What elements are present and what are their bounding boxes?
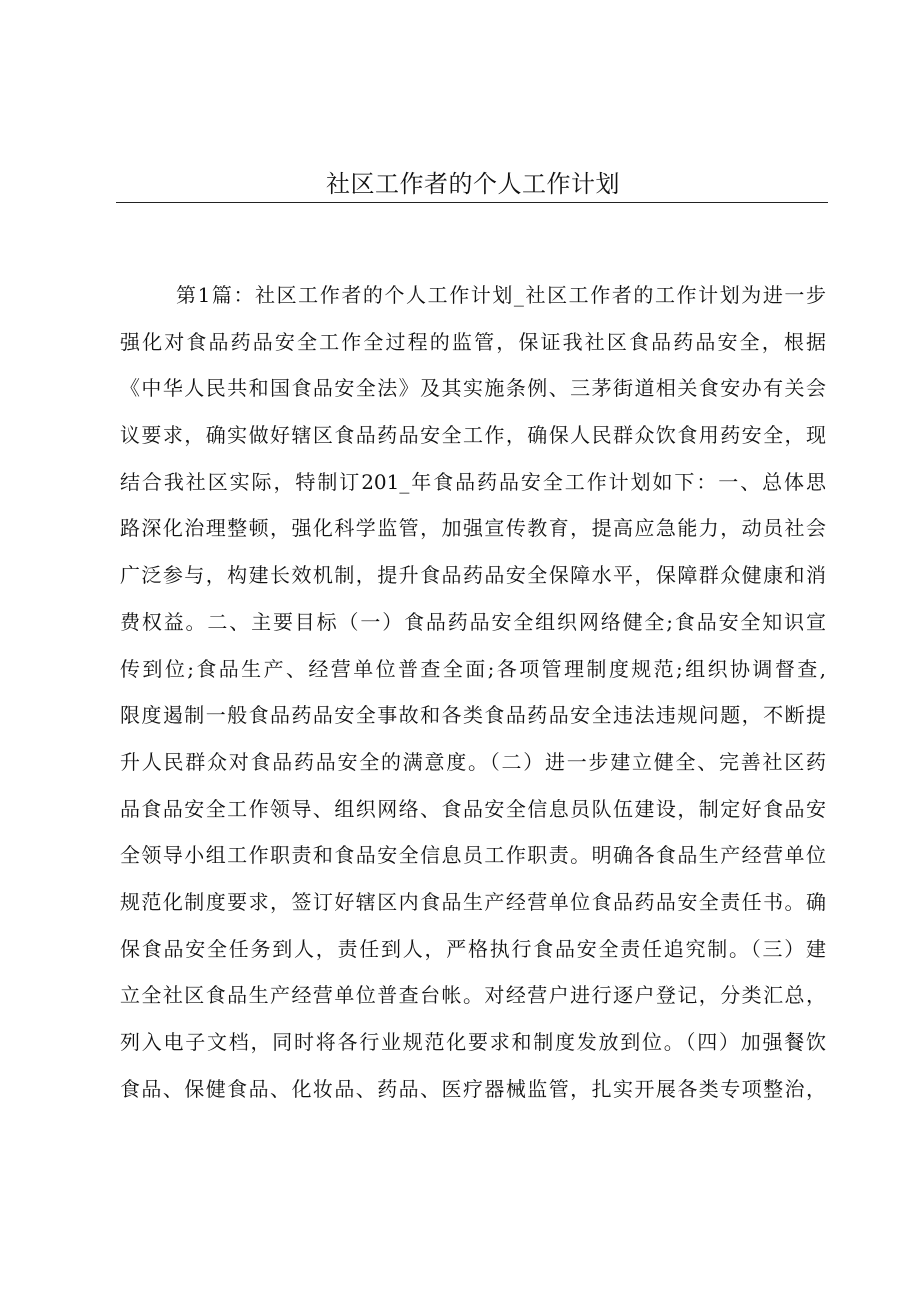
body-line: 立全社区食品生产经营单位普查台帐。对经营户进行逐户登记，分类汇总， [120,983,826,1008]
document-title: 社区工作者的个人工作计划 [326,170,620,198]
document-body [120,272,826,1112]
body-line: 规范化制度要求，签订好辖区内食品生产经营单位食品药品安全责任书。确 [120,889,826,914]
body-line: 议要求，确实做好辖区食品药品安全工作，确保人民群众饮食用药安全，现 [120,423,826,448]
body-line: 路深化治理整顿，强化科学监管，加强宣传教育，提高应急能力，动员社会 [120,516,826,541]
body-line: 品食品安全工作领导、组织网络、食品安全信息员队伍建设，制定好食品安 [120,796,826,821]
body-line: 食品、保健食品、化妆品、药品、医疗器械监管，扎实开展各类专项整治， [120,1076,826,1101]
body-line: 费权益。二、主要目标（一）食品药品安全组织网络健全;食品安全知识宣 [120,609,826,634]
body-line: 广泛参与，构建长效机制，提升食品药品安全保障水平，保障群众健康和消 [120,563,826,588]
body-line: 第1篇：社区工作者的个人工作计划_社区工作者的工作计划为进一步 [176,283,826,307]
body-line: 保食品安全任务到人，责任到人，严格执行食品安全责任追究制。（三）建 [120,936,826,961]
body-line: 结合我社区实际，特制订201_年食品药品安全工作计划如下：一、总体思 [120,469,826,494]
title-divider [116,202,828,203]
body-line: 列入电子文档，同时将各行业规范化要求和制度发放到位。（四）加强餐饮 [120,1030,826,1054]
body-line: 传到位;食品生产、经营单位普查全面;各项管理制度规范;组织协调督查, [120,656,826,681]
body-line: 升人民群众对食品药品安全的满意度。（二）进一步建立健全、完善社区药 [120,749,826,774]
body-line: 《中华人民共和国食品安全法》及其实施条例、三茅街道相关食安办有关会 [120,376,826,401]
body-line: 强化对食品药品安全工作全过程的监管，保证我社区食品药品安全，根据 [120,329,826,354]
body-line: 限度遏制一般食品药品安全事故和各类食品药品安全违法违规问题，不断提 [120,703,826,728]
body-line: 全领导小组工作职责和食品安全信息员工作职责。明确各食品生产经营单位 [120,843,826,868]
